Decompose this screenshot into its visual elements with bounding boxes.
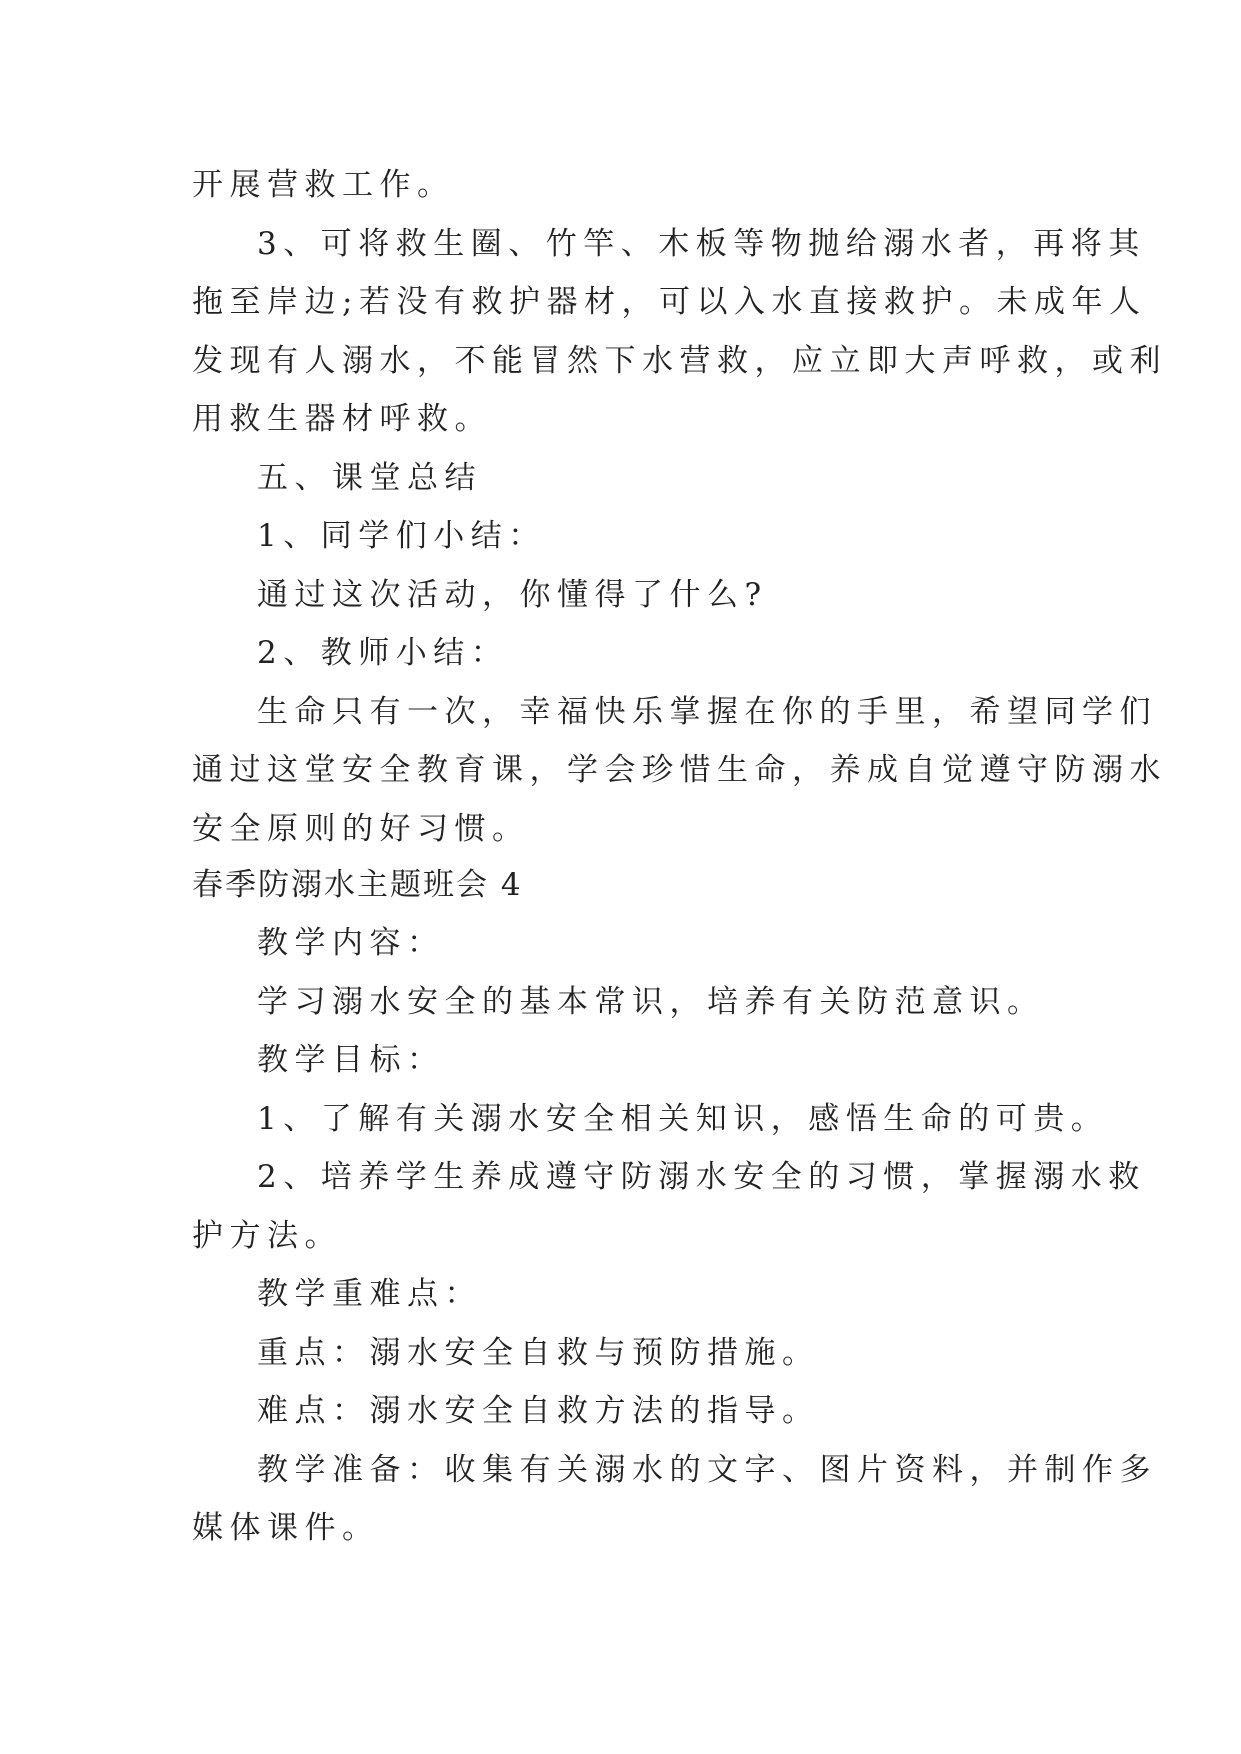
text-line-20: 教学重难点： xyxy=(257,1276,482,1312)
text-line-1: 开展营救工作。 xyxy=(192,167,455,203)
text-line-12: 安全原则的好习惯。 xyxy=(192,811,530,847)
text-line-11: 通过这堂安全教育课，学会珍惜生命，养成自觉遵守防溺水 xyxy=(192,752,1167,788)
text-line-17: 1、了解有关溺水安全相关知识，感悟生命的可贵。 xyxy=(257,1101,1109,1137)
document-section-title: 春季防溺水主题班会 4 xyxy=(192,867,523,903)
text-line-15: 学习溺水安全的基本常识，培养有关防范意识。 xyxy=(257,984,1045,1020)
text-line-19: 护方法。 xyxy=(192,1218,342,1254)
text-line-7: 1、同学们小结： xyxy=(257,518,546,554)
text-line-4: 发现有人溺水，不能冒然下水营救，应立即大声呼救，或利 xyxy=(192,343,1167,379)
text-line-16: 教学目标： xyxy=(257,1042,445,1078)
text-line-10: 生命只有一次，幸福快乐掌握在你的手里，希望同学们 xyxy=(257,694,1157,730)
text-line-3: 拖至岸边;若没有救护器材，可以入水直接救护。未成年人 xyxy=(192,284,1147,320)
text-line-9: 2、教师小结： xyxy=(257,635,509,671)
text-line-24: 媒体课件。 xyxy=(192,1510,380,1546)
text-line-18: 2、培养学生养成遵守防溺水安全的习惯，掌握溺水救 xyxy=(257,1159,1146,1195)
text-line-21: 重点：溺水安全自救与预防措施。 xyxy=(257,1335,820,1371)
text-line-22: 难点：溺水安全自救方法的指导。 xyxy=(257,1393,820,1429)
text-line-8: 通过这次活动，你懂得了什么? xyxy=(257,577,768,613)
text-line-14: 教学内容： xyxy=(257,925,445,961)
text-line-2: 3、可将救生圈、竹竿、木板等物抛给溺水者，再将其 xyxy=(257,226,1146,262)
text-line-23: 教学准备：收集有关溺水的文字、图片资料，并制作多 xyxy=(257,1452,1157,1488)
text-line-5: 用救生器材呼救。 xyxy=(192,401,492,437)
section-heading-summary: 五、课堂总结 xyxy=(257,460,482,496)
